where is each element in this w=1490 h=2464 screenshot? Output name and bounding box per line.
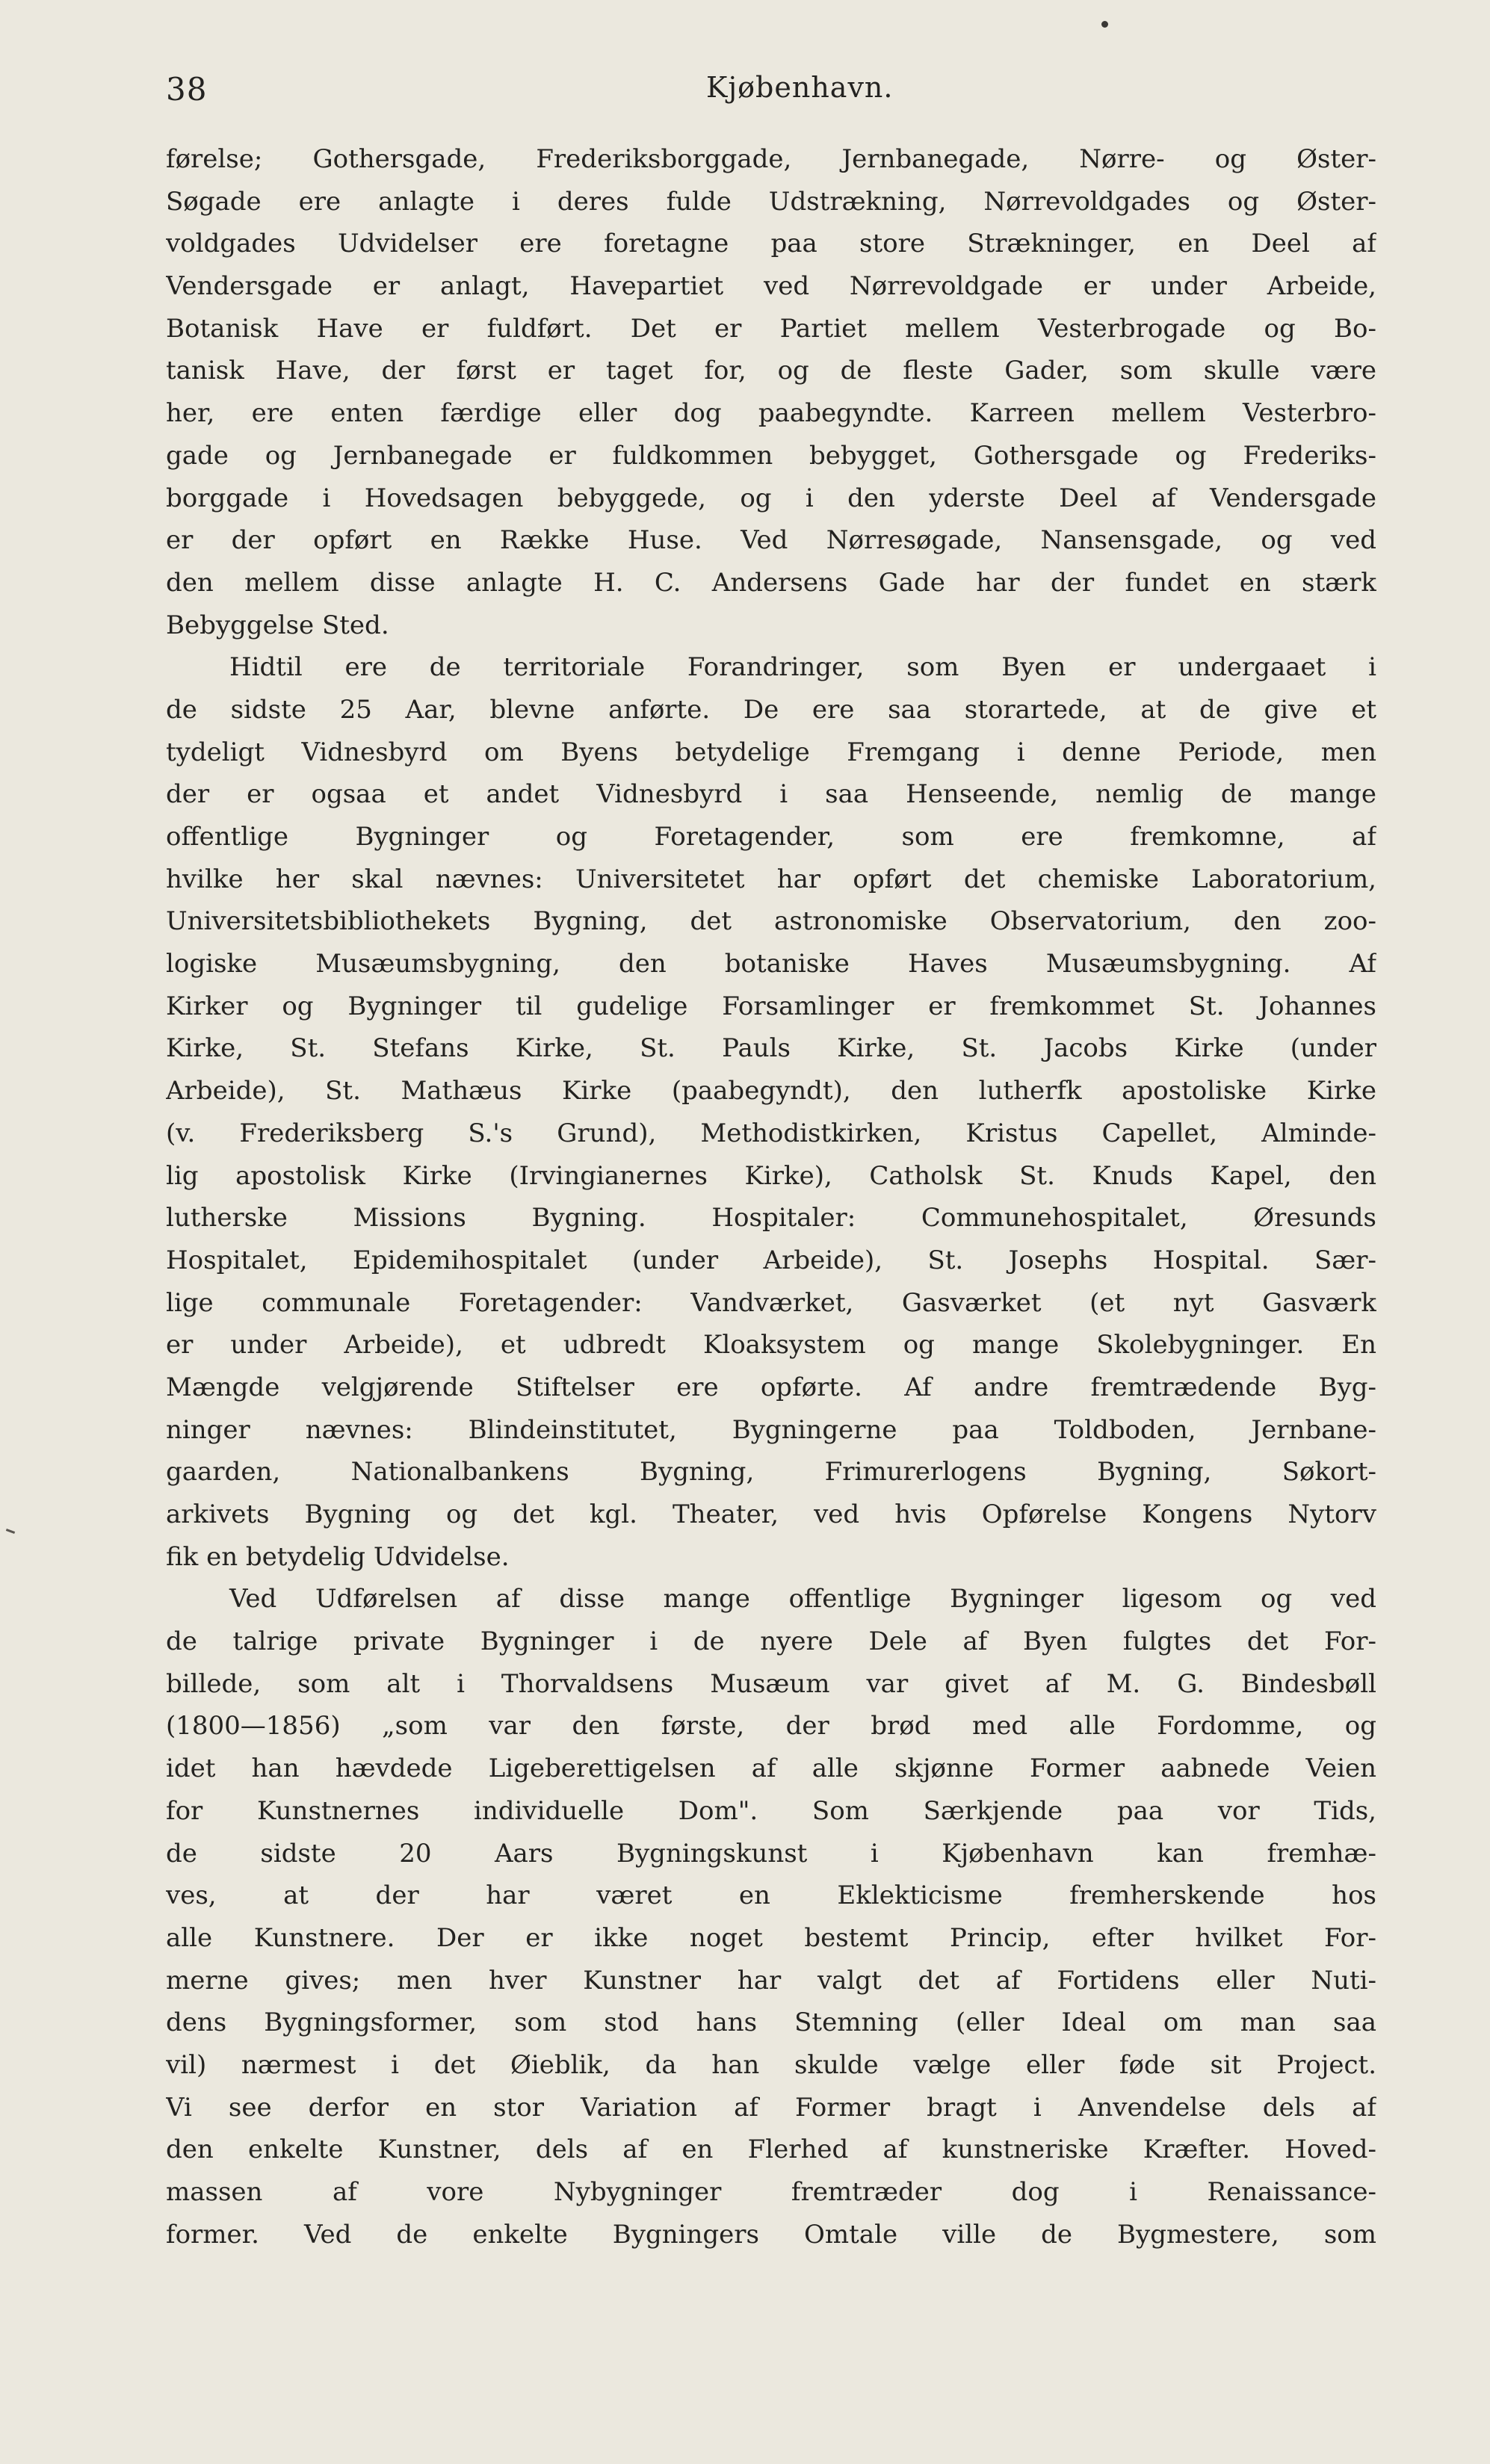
text-line: for Kunstnernes individuelle Dom". Som Særkjende paa vor Tids, bbox=[166, 1795, 1376, 1826]
text-line: merne gives; men hver Kunstner har valgt det af Fortidens eller Nuti- bbox=[166, 1965, 1376, 1996]
text-line: Vendersgade er anlagt, Havepartiet ved Nørrevoldgade er under Arbeide, bbox=[166, 271, 1376, 302]
text-line: den mellem disse anlagte H. C. Andersens Gade har der fundet en stærk bbox=[166, 567, 1376, 598]
text-line: Botanisk Have er fuldført. Det er Partiet mellem Vesterbrogade og Bo- bbox=[166, 313, 1376, 344]
text-line: Arbeide), St. Mathæus Kirke (paabegyndt), den lutherfk apostoliske Kirke bbox=[166, 1076, 1376, 1106]
ink-speck bbox=[1101, 21, 1108, 28]
text-line: fik en betydelig Udvidelse. bbox=[166, 1541, 510, 1572]
text-line: lige communale Foretagender: Vandværket, Gasværket (et nyt Gasværk bbox=[166, 1287, 1376, 1318]
text-line: hvilke her skal nævnes: Universitetet har opført det chemiske Laboratorium, bbox=[166, 864, 1376, 894]
text-line: ninger nævnes: Blindeinstitutet, Bygningerne paa Toldboden, Jernbane- bbox=[166, 1414, 1376, 1445]
text-line: dens Bygningsformer, som stod hans Stemning (eller Ideal om man saa bbox=[166, 2008, 1376, 2038]
text-line: former. Ved de enkelte Bygningers Omtale ville de Bygmestere, som bbox=[166, 2219, 1376, 2250]
text-line: gade og Jernbanegade er fuldkommen bebygget, Gothersgade og Frederiks- bbox=[166, 440, 1376, 471]
text-line: voldgades Udvidelser ere foretagne paa store Strækninger, en Deel af bbox=[166, 229, 1376, 259]
text-line: lig apostolisk Kirke (Irvingianernes Kirke), Catholsk St. Knuds Kapel, den bbox=[166, 1160, 1376, 1191]
text-line: Ved Udførelsen af disse mange offentlige Bygninger ligesom og ved bbox=[229, 1584, 1376, 1615]
text-line: vil) nærmest i det Øieblik, da han skulde vælge eller føde sit Project. bbox=[166, 2049, 1376, 2080]
text-line: de sidste 25 Aar, blevne anførte. De ere saa storartede, at de give et bbox=[166, 694, 1376, 725]
text-line: tydeligt Vidnesbyrd om Byens betydelige Fremgang i denne Periode, men bbox=[166, 737, 1376, 767]
text-line: Kirke, St. Stefans Kirke, St. Pauls Kirke, St. Jacobs Kirke (under bbox=[166, 1033, 1376, 1064]
text-line: arkivets Bygning og det kgl. Theater, ved hvis Opførelse Kongens Nytorv bbox=[166, 1499, 1376, 1529]
text-line: Hospitalet, Epidemihospitalet (under Arbeide), St. Josephs Hospital. Sær- bbox=[166, 1245, 1376, 1275]
text-line: borggade i Hovedsagen bebyggede, og i den yderste Deel af Vendersgade bbox=[166, 483, 1376, 513]
text-line: her, ere enten færdige eller dog paabegyndte. Karreen mellem Vesterbro- bbox=[166, 398, 1376, 429]
running-title: Kjøbenhavn. bbox=[706, 71, 894, 104]
text-line: de talrige private Bygninger i de nyere Dele af Byen fulgtes det For- bbox=[166, 1626, 1376, 1657]
body-text bbox=[166, 138, 1376, 2409]
text-line: Vi see derfor en stor Variation af Former bragt i Anvendelse dels af bbox=[166, 2092, 1376, 2123]
text-line: Hidtil ere de territoriale Forandringer, som Byen er undergaaet i bbox=[229, 652, 1376, 683]
text-line: logiske Musæumsbygning, den botaniske Haves Musæumsbygning. Af bbox=[166, 949, 1376, 979]
text-line: er under Arbeide), et udbredt Kloaksystem og mange Skolebygninger. En bbox=[166, 1330, 1376, 1361]
text-line: Kirker og Bygninger til gudelige Forsamlinger er fremkommet St. Johannes bbox=[166, 991, 1376, 1021]
text-line: ves, at der har været en Eklekticisme fremherskende hos bbox=[166, 1880, 1376, 1911]
text-line: gaarden, Nationalbankens Bygning, Frimurerlogens Bygning, Søkort- bbox=[166, 1457, 1376, 1488]
text-line: offentlige Bygninger og Foretagender, som ere fremkomne, af bbox=[166, 822, 1376, 852]
text-line: billede, som alt i Thorvaldsens Musæum var givet af M. G. Bindesbøll bbox=[166, 1668, 1376, 1699]
text-line: (v. Frederiksberg S.'s Grund), Methodistkirken, Kristus Capellet, Alminde- bbox=[166, 1118, 1376, 1148]
text-line: den enkelte Kunstner, dels af en Flerhed af kunstneriske Kræfter. Hoved- bbox=[166, 2135, 1376, 2165]
text-line: Universitetsbibliothekets Bygning, det astronomiske Observatorium, den zoo- bbox=[166, 906, 1376, 937]
text-line: Mængde velgjørende Stiftelser ere opførte. Af andre fremtrædende Byg- bbox=[166, 1372, 1376, 1402]
text-line: massen af vore Nybygninger fremtræder dog i Renaissance- bbox=[166, 2177, 1376, 2207]
text-line: de sidste 20 Aars Bygningskunst i Kjøbenhavn kan fremhæ- bbox=[166, 1838, 1376, 1869]
margin-mark bbox=[6, 1529, 15, 1534]
text-line: alle Kunstnere. Der er ikke noget bestemt Princip, efter hvilket For- bbox=[166, 1922, 1376, 1953]
page-number: 38 bbox=[166, 71, 208, 108]
text-line: idet han hævdede Ligeberettigelsen af alle skjønne Former aabnede Veien bbox=[166, 1753, 1376, 1784]
text-line: er der opført en Række Huse. Ved Nørresøgade, Nansensgade, og ved bbox=[166, 525, 1376, 556]
text-line: Søgade ere anlagte i deres fulde Udstrækning, Nørrevoldgades og Øster- bbox=[166, 186, 1376, 217]
text-line: tanisk Have, der først er taget for, og de fleste Gader, som skulle være bbox=[166, 356, 1376, 386]
text-line: Bebyggelse Sted. bbox=[166, 610, 389, 640]
text-line: førelse; Gothersgade, Frederiksborggade, Jernbanegade, Nørre- og Øster- bbox=[166, 144, 1376, 174]
text-line: (1800—1856) „som var den første, der brød med alle Fordomme, og bbox=[166, 1711, 1376, 1742]
text-line: der er ogsaa et andet Vidnesbyrd i saa Henseende, nemlig de mange bbox=[166, 779, 1376, 810]
text-line: lutherske Missions Bygning. Hospitaler: Communehospitalet, Øresunds bbox=[166, 1203, 1376, 1233]
